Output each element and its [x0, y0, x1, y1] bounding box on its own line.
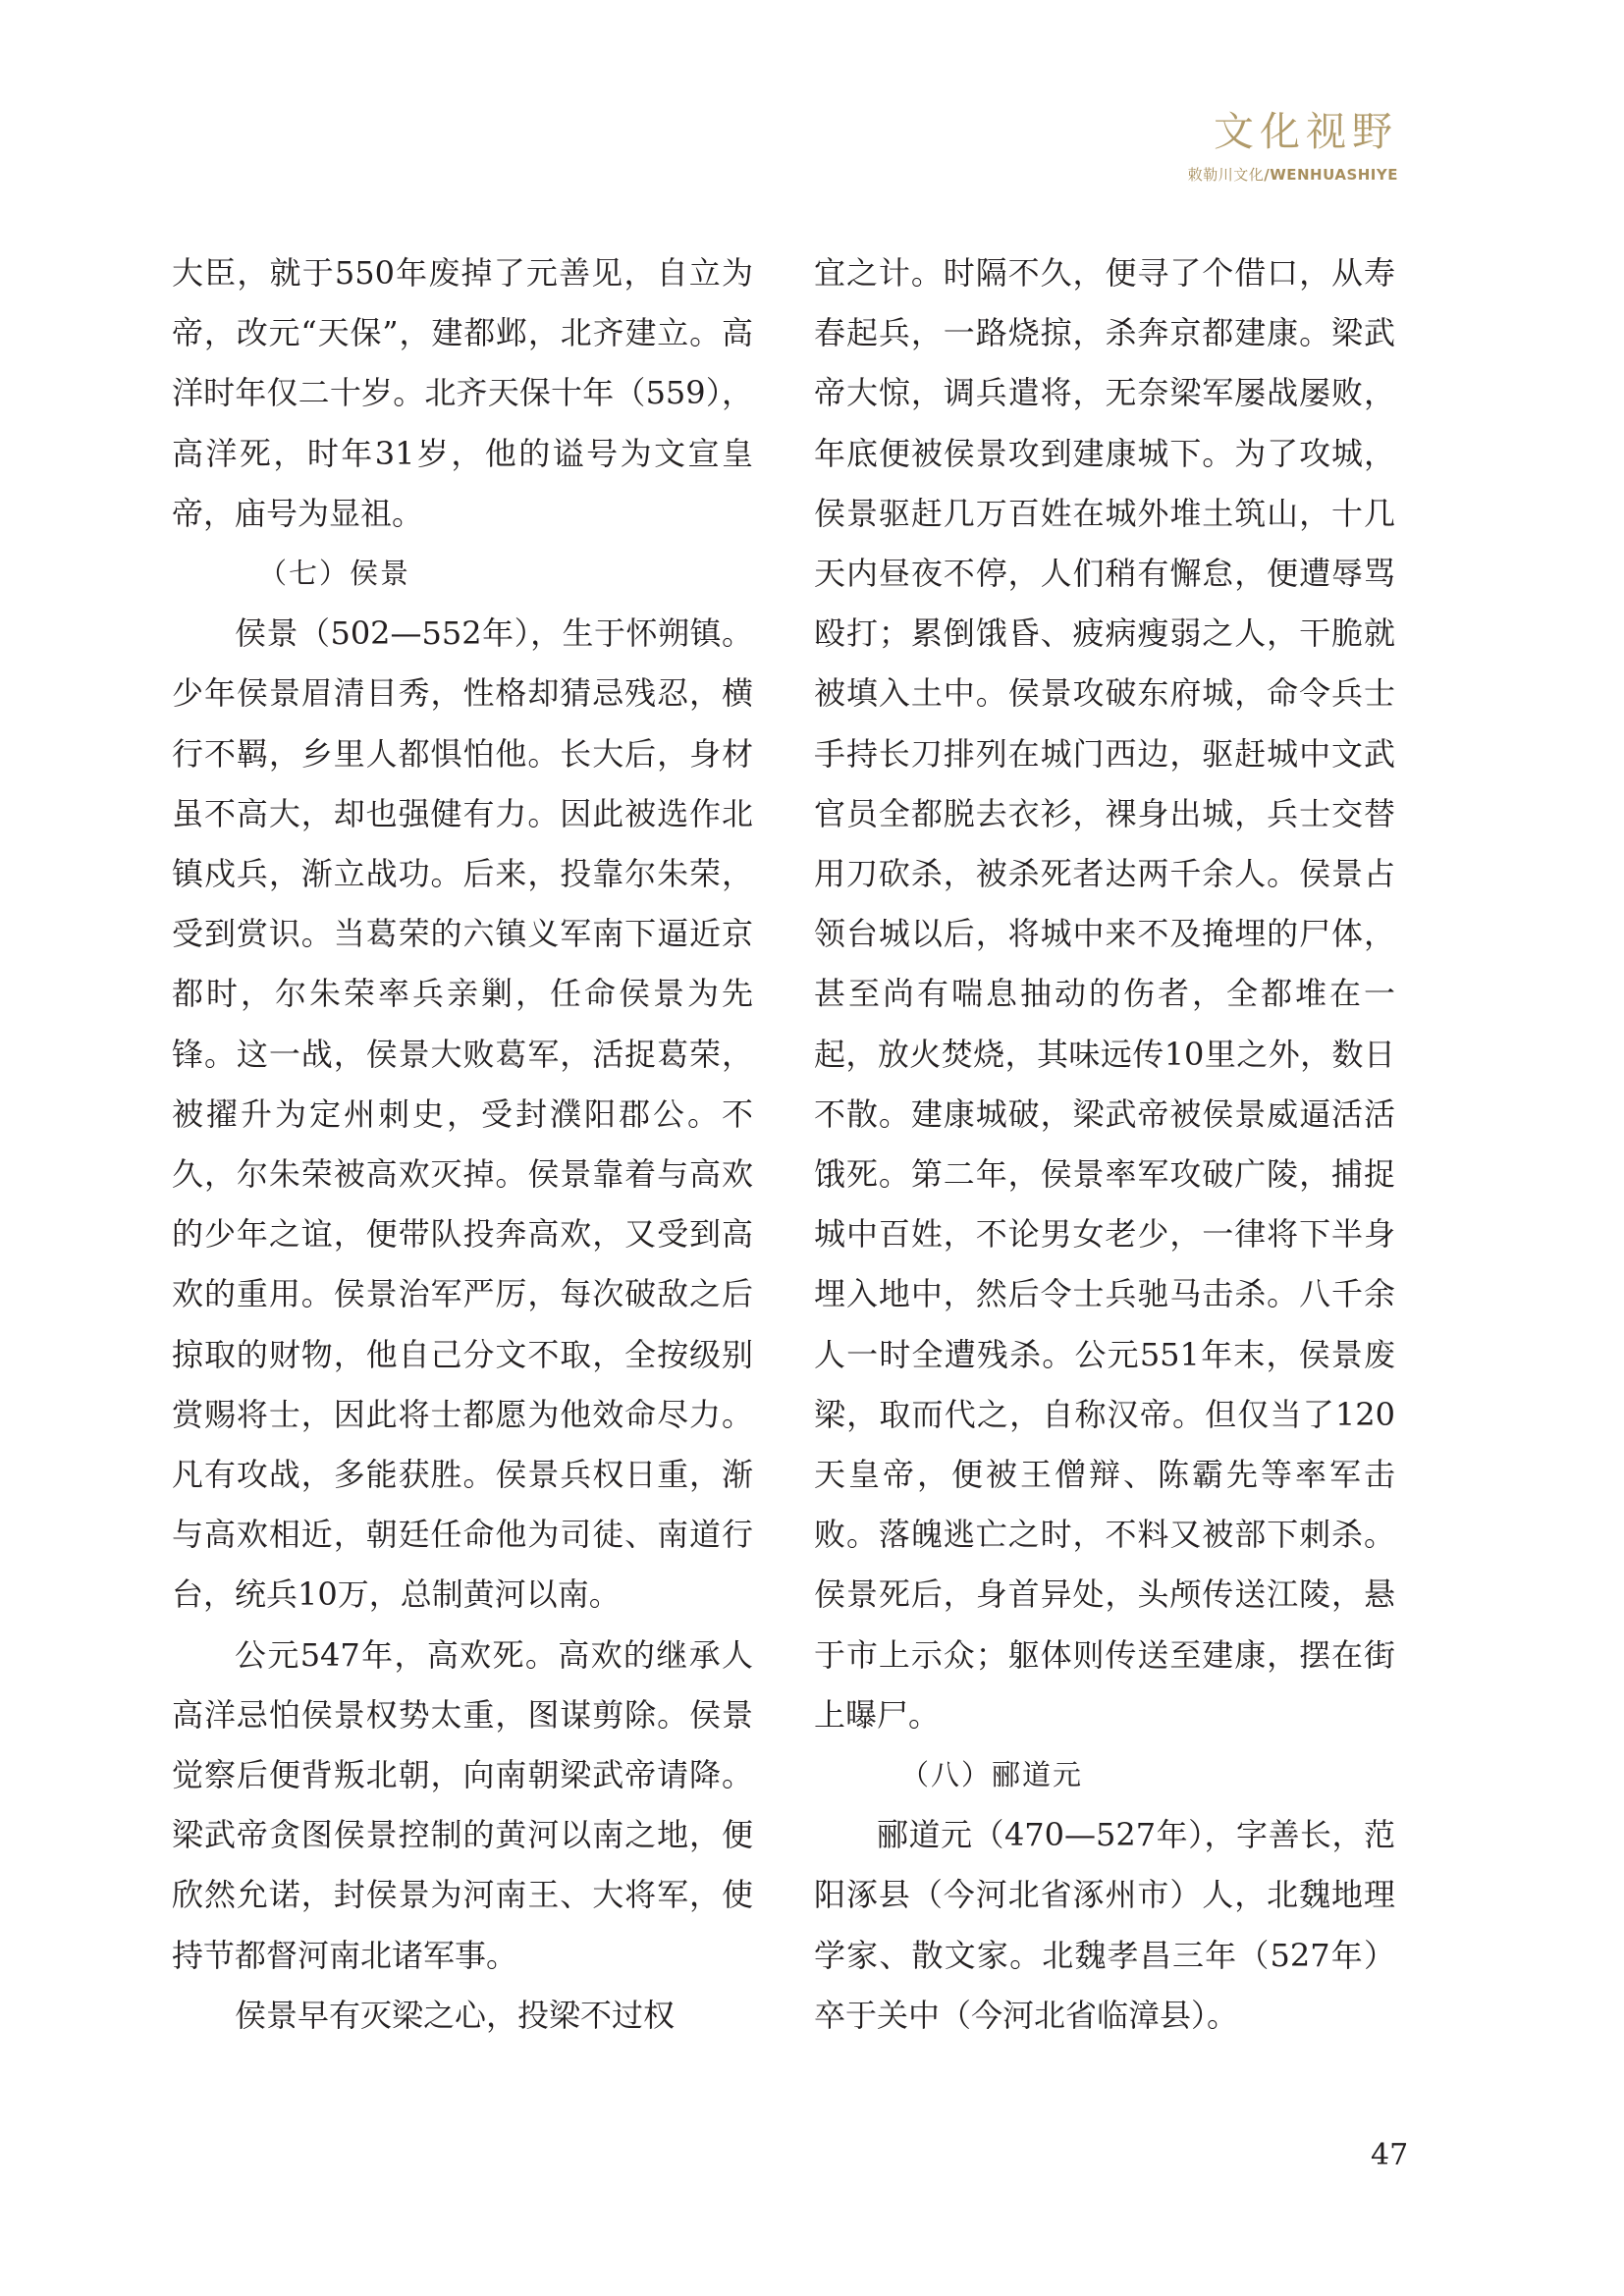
paragraph: 大臣，就于550年废掉了元善见，自立为帝，改元“天保”，建都邺，北齐建立。高洋时年仅二十岁。北齐天保十年（559），高洋死，时年31岁，他的谥号为文宣皇帝，庙号为显祖。 — [172, 254, 753, 532]
paragraph: 公元547年，高欢死。高欢的继承人高洋忌怕侯景权势太重，图谋剪除。侯景觉察后便背叛北朝，向南朝梁武帝请降。梁武帝贪图侯景控制的黄河以南之地，便欣然允诺，封侯景为河南王、大将军，使持节都督河南北诸军事。 — [172, 1635, 753, 1974]
subheading-hou-jing: （七）侯景 — [258, 557, 411, 591]
section-subtitle-cn: 敕勒川文化 — [1187, 166, 1265, 185]
right-text-column — [814, 243, 1395, 2046]
section-title: 文化视野 — [1214, 108, 1398, 155]
section-subtitle-en: /WENHUASHIYE — [1264, 166, 1398, 185]
paragraph: 侯景（502—552年），生于怀朔镇。少年侯景眉清目秀，性格却猜忌残忍，横行不羁，乡里人都惧怕他。长大后，身材虽不高大，却也强健有力。因此被选作北镇戍兵，渐立战功。后来，投靠尔朱荣，受到赏识。当葛荣的六镇义军南下逼近京都时，尔朱荣率兵亲剿，任命侯景为先锋。这一战，侯景大败葛军，活捉葛荣，被擢升为定州刺史，受封濮阳郡公。不久，尔朱荣被高欢灭掉。侯景靠着与高欢的少年之谊，便带队投奔高欢，又受到高欢的重用。侯景治军严厉，每次破敌之后掠取的财物，他自己分文不取，全按级别赏赐将士，因此将士都愿为他效命尽力。凡有攻战，多能获胜。侯景兵权日重，渐与高欢相近，朝廷任命他为司徒、南道行台，统兵10万，总制黄河以南。 — [172, 614, 753, 1614]
page-header — [1188, 110, 1398, 185]
left-text-column — [172, 243, 753, 2046]
subheading-li-daoyuan: （八）郦道元 — [900, 1758, 1084, 1792]
paragraph: 郦道元（470—527年），字善长，范阳涿县（今河北省涿州市）人，北魏地理学家、散文家。北魏孝昌三年（527年）卒于关中（今河北省临漳县）。 — [814, 1816, 1395, 2034]
paragraph: 侯景早有灭梁之心，投梁不过权 — [235, 1996, 676, 2034]
section-subtitle — [1188, 164, 1398, 185]
page-number: 47 — [1371, 2138, 1409, 2172]
paragraph: 宜之计。时隔不久，便寻了个借口，从寿春起兵，一路烧掠，杀奔京都建康。梁武帝大惊，调兵遣将，无奈梁军屡战屡败，年底便被侯景攻到建康城下。为了攻城，侯景驱赶几万百姓在城外堆土筑山，十几天内昼夜不停，人们稍有懈怠，便遭辱骂殴打；累倒饿昏、疲病瘦弱之人，干脆就被填入土中。侯景攻破东府城，命令兵士手持长刀排列在城门西边，驱赶城中文武官员全都脱去衣衫，裸身出城，兵士交替用刀砍杀，被杀死者达两千余人。侯景占领台城以后，将城中来不及掩埋的尸体，甚至尚有喘息抽动的伤者，全都堆在一起，放火焚烧，其味远传10里之外，数日不散。建康城破，梁武帝被侯景威逼活活饿死。第二年，侯景率军攻破广陵，捕捉城中百姓，不论男女老少，一律将下半身埋入地中，然后令士兵驰马击杀。八千余人一时全遭残杀。公元551年末，侯景废梁，取而代之，自称汉帝。但仅当了120天皇帝，便被王僧辩、陈霸先等率军击败。落魄逃亡之时，不料又被部下刺杀。侯景死后，身首异处，头颅传送江陵，悬于市上示众；躯体则传送至建康，摆在街上曝尸。 — [814, 254, 1395, 1734]
